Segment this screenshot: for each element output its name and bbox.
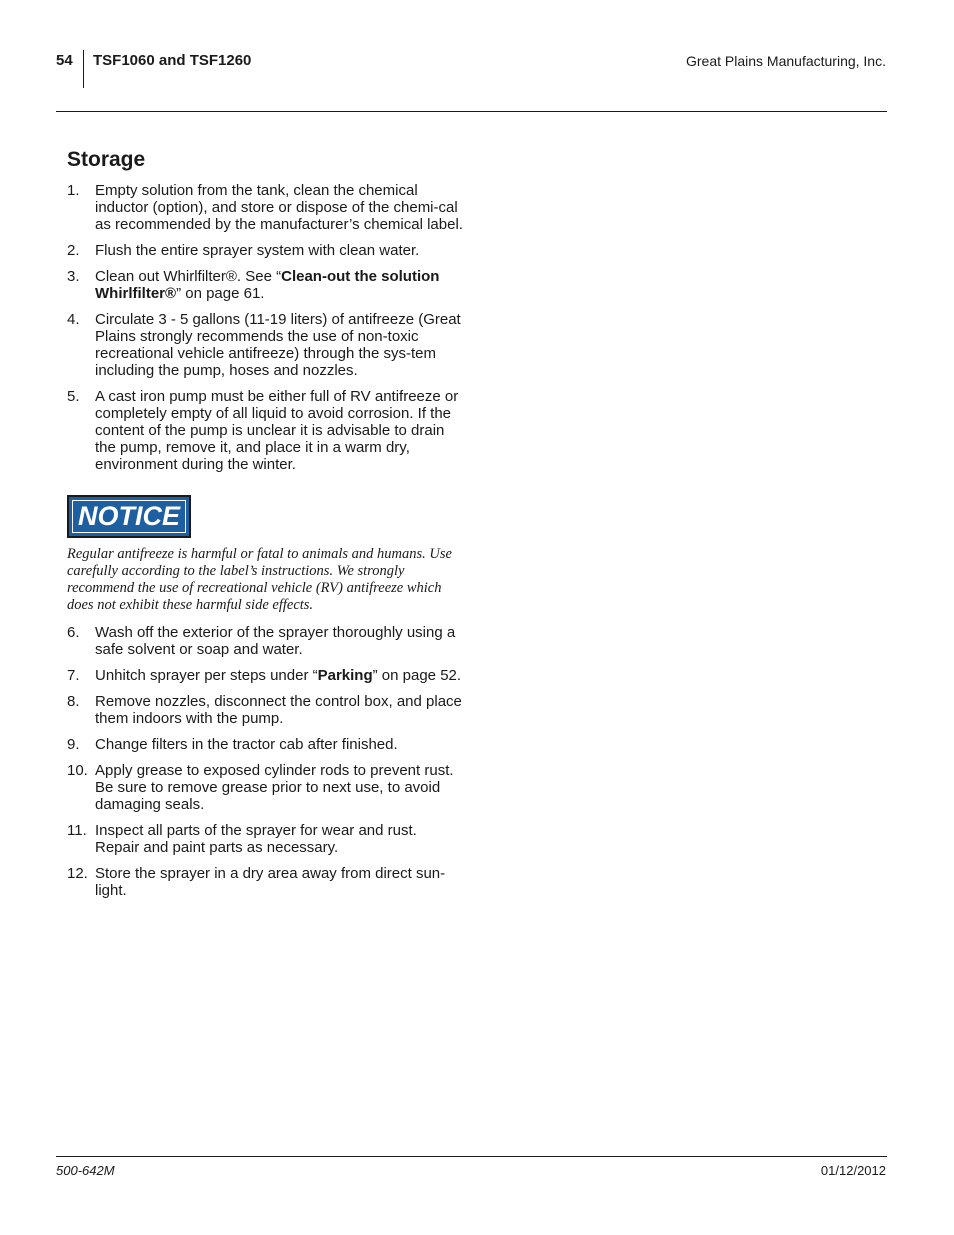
step-text: Remove nozzles, disconnect the control box, and place them indoors with the pump. <box>95 693 462 727</box>
list-item <box>67 242 463 259</box>
list-item <box>67 388 463 473</box>
step-number: 1. <box>67 182 80 199</box>
step-text-tail: ” on page 61. <box>176 285 265 302</box>
company-name: Great Plains Manufacturing, Inc. <box>686 53 886 69</box>
notice-label: NOTICE <box>72 500 186 533</box>
step-number: 7. <box>67 667 80 684</box>
storage-section <box>67 146 463 908</box>
step-text: A cast iron pump must be either full of RV antifreeze or completely empty of all liquid to avoid corrosion. If the content of the pump is unclear it is advisable to drain the pump, remove it, and place it in a warm dry, environment during the winter. <box>95 388 459 473</box>
footer-rule <box>56 1156 887 1157</box>
document-date: 01/12/2012 <box>820 1163 886 1178</box>
list-item <box>67 736 463 753</box>
step-text: Change filters in the tractor cab after finished. <box>95 736 398 753</box>
step-text: Empty solution from the tank, clean the chemical inductor (option), and store or dispose of the chemi-cal as recommended by the manufacturer’s chemical label. <box>95 182 463 233</box>
step-reference: Parking <box>317 667 373 684</box>
document-title: TSF1060 and TSF1260 <box>93 52 252 69</box>
step-number: 5. <box>67 388 80 405</box>
list-item <box>67 693 463 727</box>
step-text: Apply grease to exposed cylinder rods to prevent rust. Be sure to remove grease prior to next use, to avoid damaging seals. <box>95 762 454 813</box>
list-item <box>67 182 463 233</box>
page-number: 54 <box>56 52 73 69</box>
list-item <box>67 762 463 813</box>
notice-text: Regular antifreeze is harmful or fatal to animals and humans. Use carefully according to the label’s instructions. We strongly recommend the use of recreational vehicle (RV) antifreeze which does not exhibit these harmful side effects. <box>67 546 452 613</box>
step-text: Wash off the exterior of the sprayer thoroughly using a safe solvent or soap and water. <box>95 624 456 658</box>
step-number: 3. <box>67 268 80 285</box>
header-divider <box>83 50 84 88</box>
step-number: 2. <box>67 242 80 259</box>
step-number: 9. <box>67 736 80 753</box>
step-number: 10. <box>67 762 88 779</box>
document-code: 500-642M <box>56 1163 115 1178</box>
step-number: 11. <box>67 822 87 839</box>
step-text: Circulate 3 - 5 gallons (11-19 liters) of antifreeze (Great Plains strongly recommends the use of non-toxic recreational vehicle antifreeze) through the sys-tem including the pump, hoses and nozzles. <box>95 311 461 379</box>
step-text: Flush the entire sprayer system with clean water. <box>95 242 420 259</box>
step-text: Unhitch sprayer per steps under “ <box>95 667 318 684</box>
list-item <box>67 268 463 302</box>
step-reference: Clean-out the solution Whirlfilter® <box>95 268 440 302</box>
list-item <box>67 865 463 899</box>
list-item <box>67 667 463 684</box>
header-rule <box>56 111 887 112</box>
step-number: 6. <box>67 624 80 641</box>
step-text: Clean out Whirlfilter®. See “ <box>95 268 282 285</box>
storage-steps <box>67 182 463 473</box>
step-number: 4. <box>67 311 80 328</box>
step-number: 8. <box>67 693 80 710</box>
storage-steps-continued <box>67 624 463 899</box>
step-number: 12. <box>67 865 88 882</box>
list-item <box>67 624 463 658</box>
section-title: Storage <box>67 148 146 171</box>
list-item <box>67 311 463 379</box>
step-text-tail: ” on page 52. <box>372 667 462 684</box>
step-text: Store the sprayer in a dry area away from direct sun-light. <box>95 865 446 899</box>
step-text: Inspect all parts of the sprayer for wear and rust. Repair and paint parts as necessary. <box>95 822 417 856</box>
list-item <box>67 822 463 856</box>
notice-badge <box>67 495 191 538</box>
